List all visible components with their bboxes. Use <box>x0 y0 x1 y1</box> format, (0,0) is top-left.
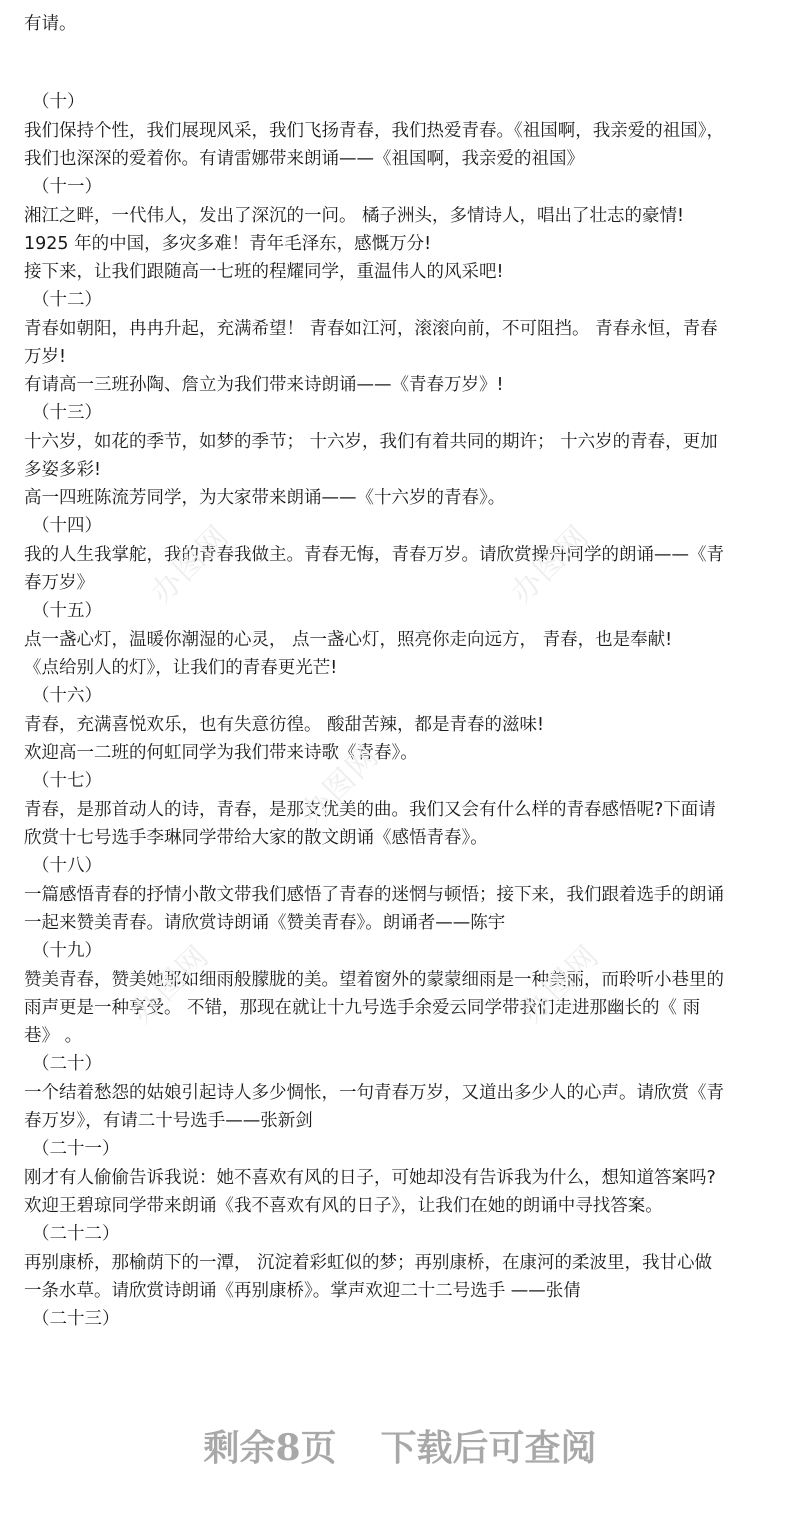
text-line: 接下来，让我们跟随高一七班的程耀同学，重温伟人的风采吧! <box>24 262 504 282</box>
text-line: 赞美青春，赞美她那如细雨般朦胧的美。望着窗外的蒙蒙细雨是一种美丽，而聆听小巷里的 <box>24 970 724 990</box>
text-line: 一个结着愁怨的姑娘引起诗人多少惆怅，一句青春万岁，又道出多少人的心声。请欣赏《青 <box>24 1083 724 1103</box>
text-line: 一条水草。请欣赏诗朗诵《再别康桥》。掌声欢迎二十二号选手 ——张倩 <box>24 1281 581 1301</box>
text-line: 欢迎高一二班的何虹同学为我们带来诗歌《青春》。 <box>24 743 418 763</box>
text-line: 多姿多彩! <box>24 460 102 480</box>
text-line: 再别康桥，那榆荫下的一潭， 沉淀着彩虹似的梦；再别康桥，在康河的柔波里，我甘心做 <box>24 1253 713 1273</box>
text-line: 有请。 <box>24 14 77 34</box>
watermark: 办图网 <box>514 938 607 1031</box>
text-line: 雨声更是一种享受。 不错，那现在就让十九号选手余爱云同学带我们走进那幽长的《 雨 <box>24 998 701 1018</box>
text-line: 湘江之畔，一代伟人，发出了深沉的一问。 橘子洲头，多情诗人，唱出了壮志的豪情! <box>24 206 685 226</box>
text-line: 点一盏心灯，温暖你潮湿的心灵， 点一盏心灯，照亮你走向远方， 青春，也是奉献! <box>24 630 673 650</box>
text-line: 巷》 。 <box>24 1026 83 1046</box>
section-heading: （十九） <box>32 941 102 961</box>
section-heading: （十） <box>32 92 85 112</box>
watermark: 办图网 <box>504 518 597 611</box>
text-line: 春万岁》 <box>24 573 94 593</box>
text-line: 《点给别人的灯》，让我们的青春更光芒! <box>24 658 338 678</box>
section-heading: （十三） <box>32 403 102 423</box>
remaining-pages-text: 剩余8页 <box>203 1427 337 1469</box>
section-heading: （十二） <box>32 290 102 310</box>
section-heading: （二十） <box>32 1054 102 1074</box>
text-line: 万岁! <box>24 347 67 367</box>
text-line: 欣赏十七号选手李琳同学带给大家的散文朗诵《感悟青春》。 <box>24 828 488 848</box>
text-line: 一篇感悟青春的抒情小散文带我们感悟了青春的迷惘与顿悟；接下来，我们跟着选手的朗诵 <box>24 885 724 905</box>
section-heading: （十七） <box>32 771 102 791</box>
section-heading: （十四） <box>32 516 102 536</box>
section-heading: （十八） <box>32 856 102 876</box>
watermark: 办图网 <box>144 518 237 611</box>
text-line: 我们也深深的爱着你。有请雷娜带来朗诵——《祖国啊，我亲爱的祖国》 <box>24 149 584 169</box>
section-heading: （十六） <box>32 686 102 706</box>
section-heading: （十一） <box>32 177 102 197</box>
text-line: 青春，充满喜悦欢乐，也有失意彷徨。 酸甜苦辣，都是青春的滋味! <box>24 715 545 735</box>
text-line: 春万岁》，有请二十号选手——张新剑 <box>24 1111 313 1131</box>
watermark: 办图网 <box>124 938 217 1031</box>
text-line: 有请高一三班孙陶、詹立为我们带来诗朗诵——《青春万岁》! <box>24 375 504 395</box>
text-line: 一起来赞美青春。请欣赏诗朗诵《赞美青春》。朗诵者——陈宇 <box>24 913 506 933</box>
text-line: 高一四班陈流芳同学，为大家带来朗诵——《十六岁的青春》。 <box>24 488 506 508</box>
section-heading: （二十一） <box>32 1139 120 1159</box>
text-line: 欢迎王碧琼同学带来朗诵《我不喜欢有风的日子》，让我们在她的朗诵中寻找答案。 <box>24 1196 663 1216</box>
text-line: 1925 年的中国，多灾多难！青年毛泽东，感慨万分! <box>24 234 432 254</box>
download-to-view-text: 下载后可查阅 <box>380 1427 597 1469</box>
text-line: 青春如朝阳，冉冉升起，充满希望！ 青春如江河，滚滚向前，不可阻挡。 青春永恒，青春 <box>24 319 718 339</box>
watermark: 办图网 <box>294 738 387 831</box>
text-line: 青春，是那首动人的诗，青春，是那支优美的曲。我们又会有什么样的青春感悟呢?下面请 <box>24 800 716 820</box>
section-heading: （二十三） <box>32 1309 120 1329</box>
text-line: 我们保持个性，我们展现风采，我们飞扬青春，我们热爱青春。《祖国啊，我亲爱的祖国》， <box>24 121 724 141</box>
text-line: 十六岁，如花的季节，如梦的季节； 十六岁，我们有着共同的期许； 十六岁的青春，更加 <box>24 432 718 452</box>
section-heading: （十五） <box>32 601 102 621</box>
text-line: 我的人生我掌舵，我的青春我做主。青春无悔，青春万岁。请欣赏操丹同学的朗诵——《青 <box>24 545 724 565</box>
section-heading: （二十二） <box>32 1224 120 1244</box>
download-banner[interactable] <box>0 1418 800 1478</box>
text-line: 刚才有人偷偷告诉我说：她不喜欢有风的日子，可她却没有告诉我为什么，想知道答案吗? <box>24 1168 716 1188</box>
